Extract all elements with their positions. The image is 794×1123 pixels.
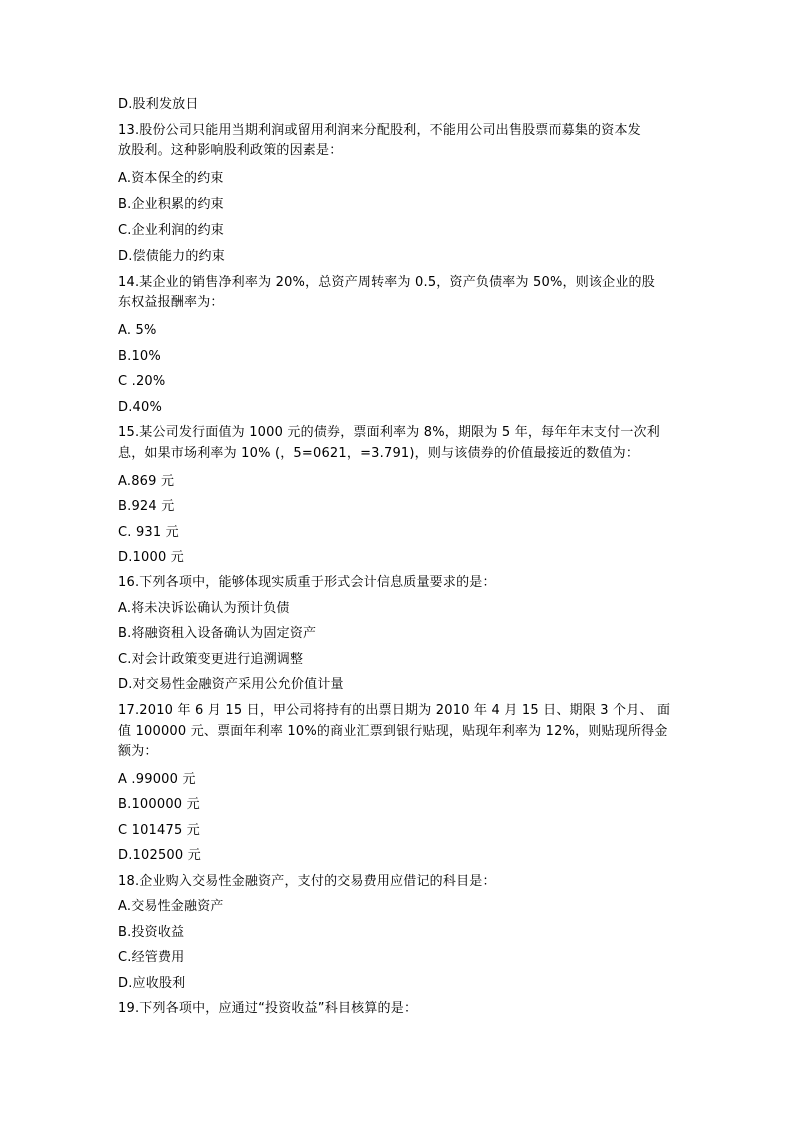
- text-line: C. 931 元: [118, 525, 179, 540]
- text-line: 放股利。这种影响股利政策的因素是：: [118, 143, 343, 158]
- text-line: D.偿债能力的约束: [118, 249, 225, 264]
- text-line: A .99000 元: [118, 772, 196, 787]
- text-line: A.交易性金融资产: [118, 899, 224, 914]
- text-line: C 101475 元: [118, 823, 200, 838]
- text-line: B.924 元: [118, 499, 175, 514]
- text-line: A.资本保全的约束: [118, 171, 224, 186]
- text-line: 15.某公司发行面值为 1000 元的债券，票面利率为 8%，期限为 5 年，每年年末支付一次利: [118, 425, 660, 440]
- text-line: D.对交易性金融资产采用公允价值计量: [118, 677, 344, 692]
- text-line: B.100000 元: [118, 797, 200, 812]
- text-line: C .20%: [118, 374, 166, 389]
- text-line: 14.某企业的销售净利率为 20%，总资产周转率为 0.5，资产负债率为 50%，则该企业的股: [118, 275, 655, 290]
- text-line: 18.企业购入交易性金融资产，支付的交易费用应借记的科目是：: [118, 874, 496, 889]
- text-line: D.应收股利: [118, 976, 186, 991]
- text-line: B.投资收益: [118, 925, 185, 940]
- text-line: D.1000 元: [118, 550, 184, 565]
- text-line: C.经管费用: [118, 950, 185, 965]
- text-line: 16.下列各项中，能够体现实质重于形式会计信息质量要求的是：: [118, 575, 496, 590]
- text-line: 13.股份公司只能用当期利润或留用利润来分配股利，不能用公司出售股票而募集的资本发: [118, 123, 641, 138]
- text-line: B.10%: [118, 349, 161, 364]
- text-line: A. 5%: [118, 323, 157, 338]
- text-line: B.企业积累的约束: [118, 197, 224, 212]
- text-line: A.869 元: [118, 474, 175, 489]
- text-line: 息，如果市场利率为 10% (，5=0621，=3.791)，则与该债券的价值最接近的数值为：: [118, 446, 640, 461]
- text-line: 17.2010 年 6 月 15 日，甲公司将持有的出票日期为 2010 年 4 月 15 日、期限 3 个月、 面: [118, 703, 671, 718]
- text-line: 值 100000 元、票面年利率 10%的商业汇票到银行贴现，贴现年利率为 12%，则贴现所得金: [118, 724, 668, 739]
- text-line: C.对会计政策变更进行追溯调整: [118, 652, 304, 667]
- text-line: D.102500 元: [118, 848, 201, 863]
- text-line: D.股利发放日: [118, 97, 199, 112]
- text-line: D.40%: [118, 400, 163, 415]
- text-line: 19.下列各项中，应通过“投资收益”科目核算的是：: [118, 1001, 418, 1016]
- text-line: B.将融资租入设备确认为固定资产: [118, 626, 317, 641]
- text-line: 额为：: [118, 744, 158, 759]
- text-line: 东权益报酬率为：: [118, 295, 224, 310]
- text-line: C.企业利润的约束: [118, 223, 225, 238]
- text-line: A.将未决诉讼确认为预计负债: [118, 601, 290, 616]
